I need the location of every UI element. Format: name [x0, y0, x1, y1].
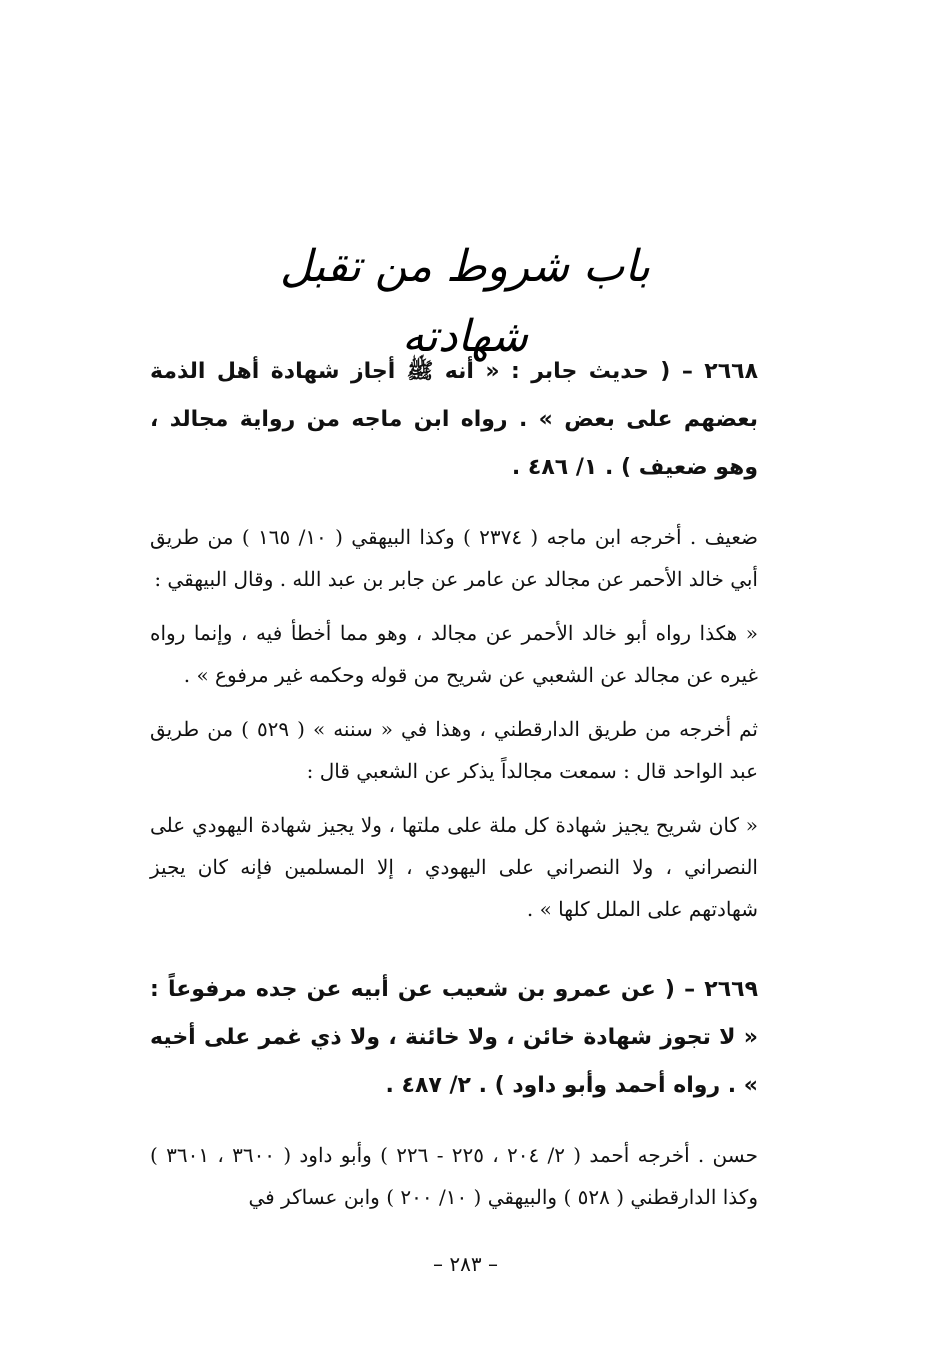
hadith-number: ٢٦٦٨	[704, 359, 758, 384]
commentary-paragraph: ضعيف . أخرجه ابن ماجه ( ٢٣٧٤ ) وكذا البيهقي ( ١٠/ ١٦٥ ) من طريق أبي خالد الأحمر عن مجالد عن عامر عن جابر بن عبد الله . وقال البيهقي :	[150, 525, 758, 591]
commentary-paragraph: حسن . أخرجه أحمد ( ٢/ ٢٠٤ ، ٢٢٥ - ٢٢٦ ) وأبو داود ( ٣٦٠٠ ، ٣٦٠١ ) وكذا الدارقطني ( ٥٢٨ ) والبيهقي ( ١٠/ ٢٠٠ ) وابن عساكر في	[150, 1143, 758, 1209]
hadith-number: ٢٦٦٩	[704, 977, 758, 1002]
hadith-entry	[150, 966, 758, 1110]
commentary-quote: « هكذا رواه أبو خالد الأحمر عن مجالد ، وهو مما أخطأ فيه ، وإنما رواه غيره عن مجالد عن الشعبي عن شريح من قوله وحكمه غير مرفوع » .	[150, 621, 758, 687]
chapter-title: باب شروط من تقبل شهادته	[279, 241, 651, 362]
entry-separator	[150, 942, 758, 966]
hadith-entry	[150, 348, 758, 492]
page-content	[150, 348, 758, 1230]
commentary-paragraph: ثم أخرجه من طريق الدارقطني ، وهذا في « سننه » ( ٥٢٩ ) من طريق عبد الواحد قال : سمعت مجالداً يذكر عن الشعبي قال :	[150, 717, 758, 783]
page-number: – ٢٨٣ –	[433, 1252, 498, 1276]
hadith-text: – ( عن عمرو بن شعيب عن أبيه عن جده مرفوعاً : « لا تجوز شهادة خائن ، ولا خائنة ، ولا ذي غمر على أخيه » . رواه أحمد وأبو داود ) . ٢/ ٤٨٧ .	[150, 977, 758, 1098]
commentary-quote: « كان شريح يجيز شهادة كل ملة على ملتها ، ولا يجيز شهادة اليهودي على النصراني ، ولا النصراني على اليهودي ، إلا المسلمين فإنه كان يجيز شهادتهم على الملل كلها » .	[150, 813, 758, 921]
hadith-text: – ( حديث جابر : « أنه ﷺ أجاز شهادة أهل الذمة بعضهم على بعض » . رواه ابن ماجه من رواية مجالد ، وهو ضعيف ) . ١/ ٤٨٦ .	[150, 359, 758, 480]
